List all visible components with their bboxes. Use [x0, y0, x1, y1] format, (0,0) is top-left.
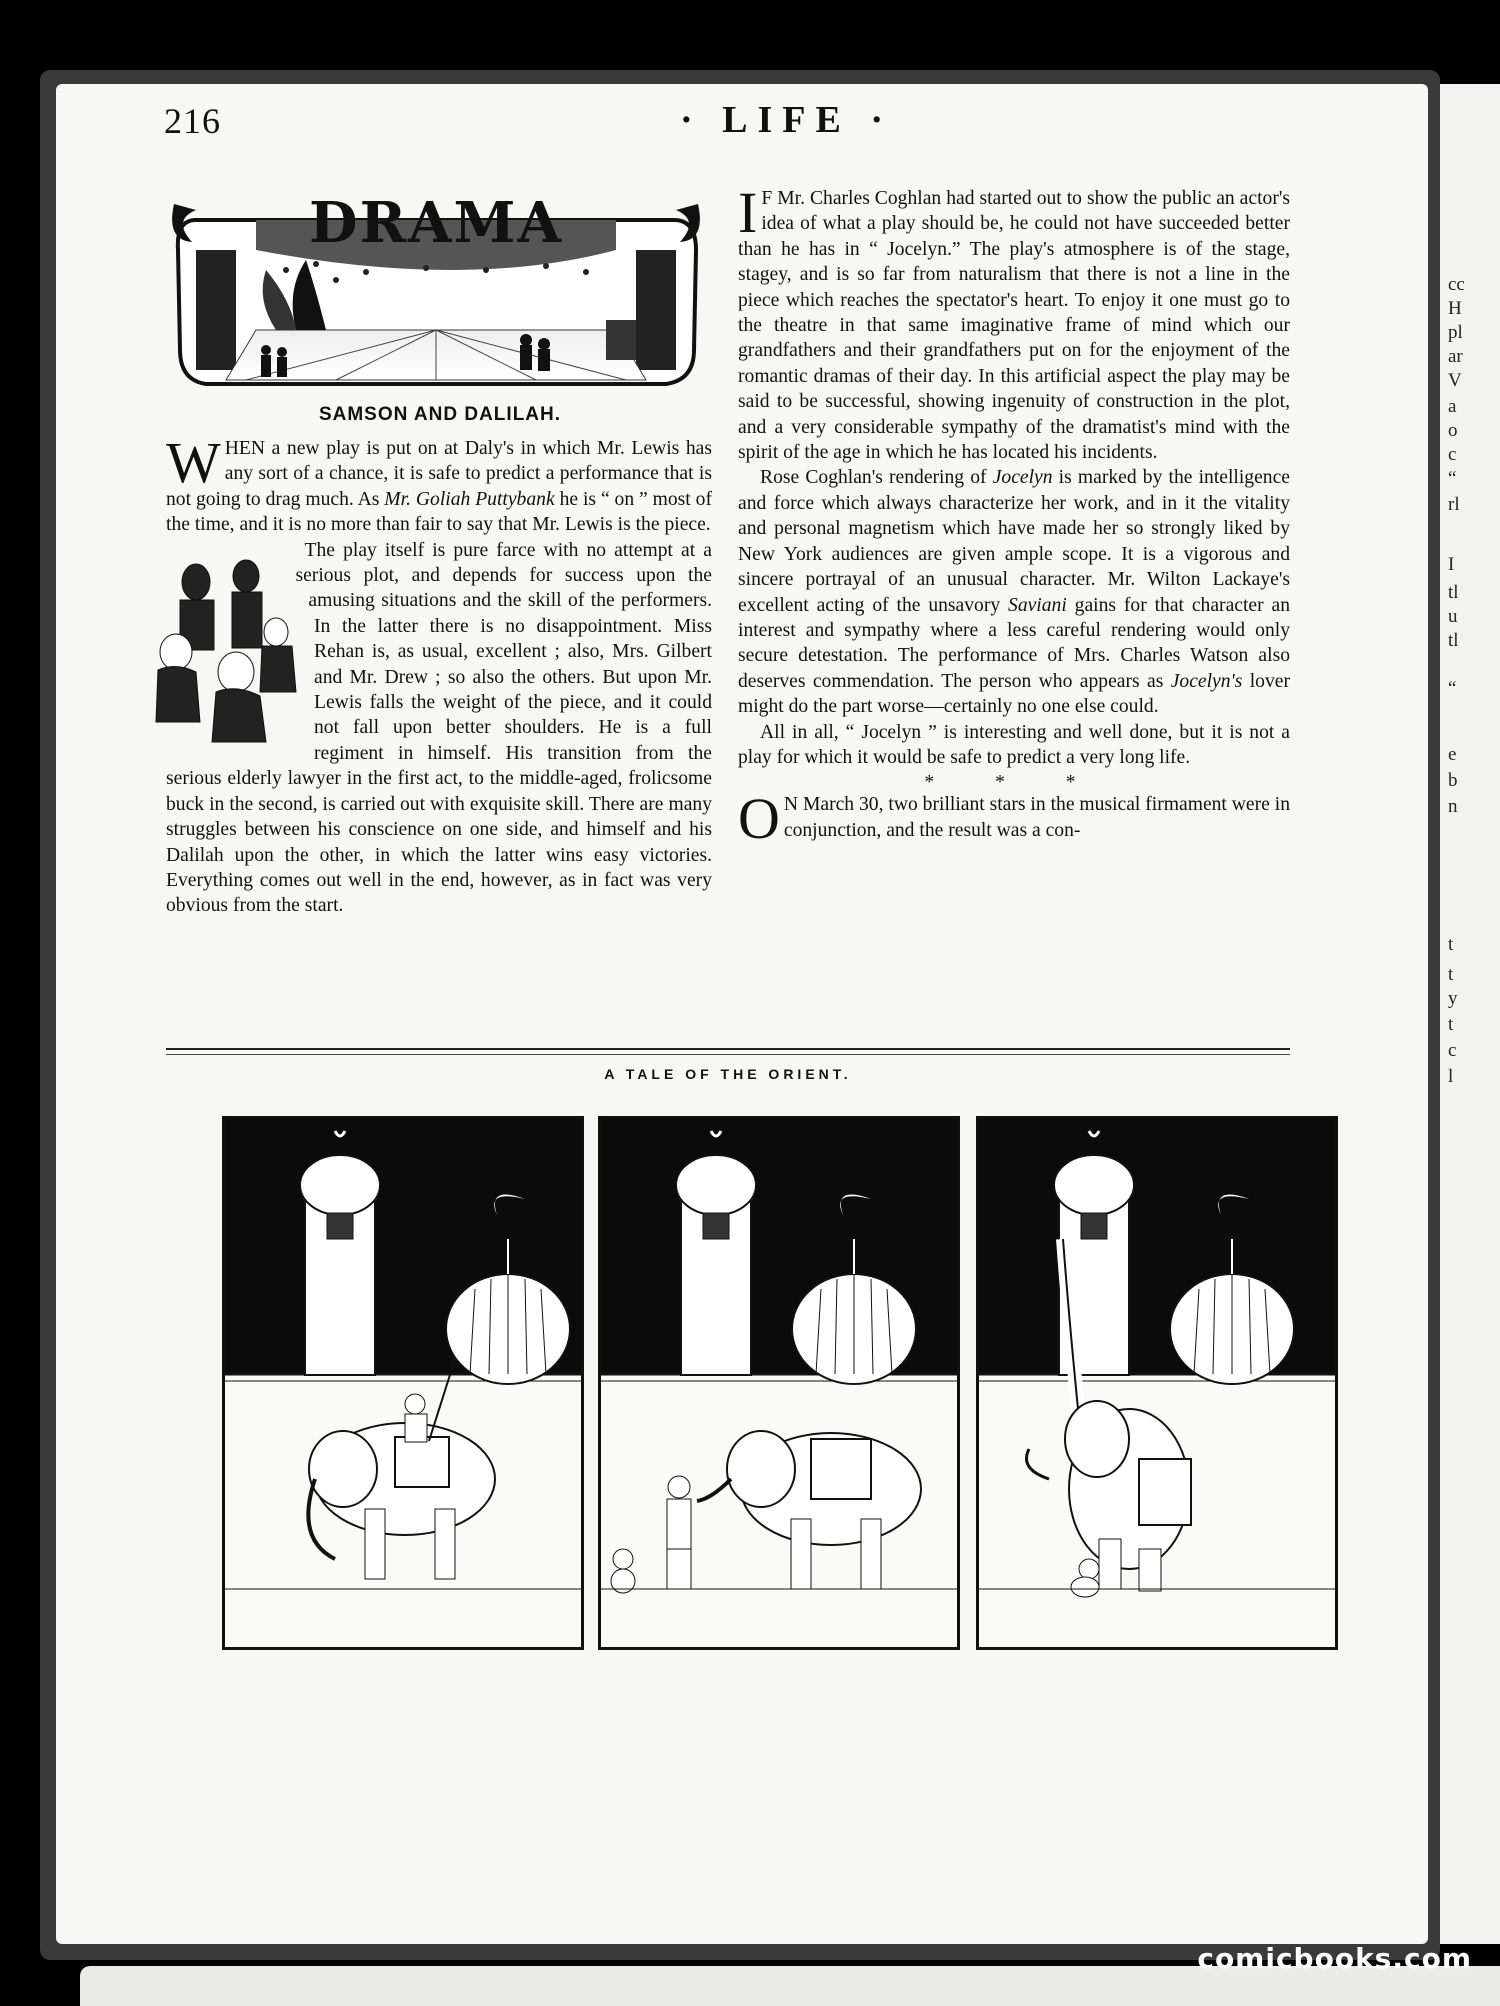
character-name-jocelyn: Jocelyn	[992, 467, 1053, 489]
comic-title: A TALE OF THE ORIENT.	[604, 1066, 852, 1082]
article-paragraph-4: Rose Coghlan's rendering of	[760, 467, 993, 489]
adjacent-page-text-fragment: tl	[1448, 582, 1459, 603]
adjacent-page-text-fragment: n	[1448, 796, 1458, 817]
adjacent-page-text-fragment: “	[1448, 468, 1457, 489]
adjacent-page-text-fragment: V	[1448, 370, 1462, 391]
article-paragraph-6: N March 30, two brilliant stars in the musical firmament were in conjunction, and the result was a con-	[783, 794, 1290, 841]
adjacent-page-text-fragment: o	[1448, 420, 1458, 441]
article-paragraph-2: The play itself is pure farce with no attempt at a serious plot, and depends for success upon the amusing situations and the skill of the performers. In the latter there is no disappointment. Miss Rehan is, as usual, excellent ; also, Mrs. Gilbert and Mr. Drew ; so also the others. But upon Mr. Lewis falls the weight of the piece, and it could not fall upon better shoulders. He is a full regiment in himself. His transition from the serious elderly lawyer in the first act, to the middle-aged, frolicsome buck in the second, is carried out with exquisite skill. There are many struggles between his conscience on one side, and himself and his Dalilah upon the other, in which the latter wins easy victories. Everything comes out well in the end, however, as in fact was very obvious from the start.	[166, 539, 712, 917]
adjacent-page-text-fragment: tl	[1448, 630, 1459, 651]
adjacent-page-text-fragment: cc	[1448, 274, 1465, 295]
article-paragraph-1: HEN a new play is put on at Daly's in which Mr. Lewis has any sort of a chance, it is safe to predict a performance that is not going to drag much. As	[166, 438, 712, 510]
adjacent-page-text-fragment: e	[1448, 744, 1457, 765]
adjacent-page-text-fragment: a	[1448, 396, 1457, 417]
adjacent-page-text-fragment: b	[1448, 770, 1458, 791]
article-left-column	[166, 430, 712, 919]
section-separator: * * *	[924, 772, 1104, 794]
adjacent-page-text-fragment: c	[1448, 444, 1457, 465]
drop-cap-w: W	[166, 430, 221, 495]
masthead-title: · LIFE ·	[680, 99, 894, 141]
adjacent-page-text-fragment: l	[1448, 1066, 1454, 1087]
adjacent-page-text-fragment: t	[1448, 934, 1454, 955]
divider-rule-thin	[166, 1054, 1290, 1055]
adjacent-page-edge	[1440, 84, 1500, 1944]
page-number: 216	[164, 101, 221, 141]
adjacent-page-text-fragment: c	[1448, 1040, 1457, 1061]
comic-panel-3	[976, 1116, 1338, 1650]
drama-banner-title: DRAMA	[309, 190, 563, 256]
adjacent-page-text-fragment: rl	[1448, 494, 1460, 515]
drama-banner-illustration	[166, 180, 706, 404]
article-title: SAMSON AND DALILAH.	[318, 404, 562, 425]
character-name-saviani: Saviani	[1008, 594, 1067, 616]
divider-rule	[166, 1048, 1290, 1050]
article-paragraph-4-mid: is marked by the intelligence and force which always characterize her work, and in it the vitality and personal magnetism which have made her so strongly liked by New York audiences are given ample scope. It is a vigorous and sincere portrayal of an unusual character. Mr. Wilton Lackaye's excellent acting of the unsavory	[738, 467, 1290, 616]
drop-cap-i: I	[738, 180, 758, 245]
article-paragraph-4-mid2: gains for that character an interest and sympathy where a less careful rendering would only secure detestation. The performance of Mrs. Charles Watson also deserves commendation. The person who appears as	[738, 594, 1290, 692]
article-paragraph-4-end: lover might do the part worse—certainly no one else could.	[738, 670, 1290, 718]
watermark: comicbooks.com	[1197, 1942, 1472, 1975]
adjacent-page-text-fragment: “	[1448, 678, 1457, 699]
article-paragraph-1-end: he is “ on ” most of the time, and it is no more than fair to say that Mr. Lewis is the piece.	[166, 488, 712, 536]
adjacent-page-text-fragment: ar	[1448, 346, 1463, 367]
adjacent-page-text-fragment: H	[1448, 298, 1462, 319]
article-right-column	[738, 180, 1290, 852]
audience-sketch-illustration	[136, 542, 306, 754]
article-paragraph-3: F Mr. Charles Coghlan had started out to show the public an actor's idea of what a play should be, he could not have succeeded better than he has in “ Jocelyn.” The play's atmosphere is of the stage, stagey, and is so far from naturalism that there is not a line in the piece which reaches the spectator's heart. To enjoy it one must go to the theatre in that same imaginative frame of mind which our grandfathers and their grandfathers put on for the enjoyment of the romantic dramas of their day. In this artificial aspect the play may be said to be successful, showing ingenuity of construction in the plot, and a very considerable sympathy of the dramatist's mind with the spirit of the age in which he has located his incidents.	[738, 188, 1290, 464]
drop-cap-o: O	[738, 786, 780, 852]
comic-panel-2	[598, 1116, 960, 1650]
adjacent-page-text-fragment: t	[1448, 1014, 1454, 1035]
comic-panel-1	[222, 1116, 584, 1650]
adjacent-page-text-fragment: u	[1448, 606, 1458, 627]
adjacent-page-text-fragment: I	[1448, 554, 1455, 575]
adjacent-page-text-fragment: pl	[1448, 322, 1463, 343]
adjacent-page-text-fragment: t	[1448, 964, 1454, 985]
character-name-jocelyns: Jocelyn's	[1170, 670, 1243, 692]
character-name-puttybank: Mr. Goliah Puttybank	[384, 488, 555, 510]
article-paragraph-5: All in all, “ Jocelyn ” is interesting and well done, but it is not a play for which it would be safe to predict a very long life.	[738, 721, 1290, 768]
adjacent-page-text-fragment: y	[1448, 988, 1458, 1009]
